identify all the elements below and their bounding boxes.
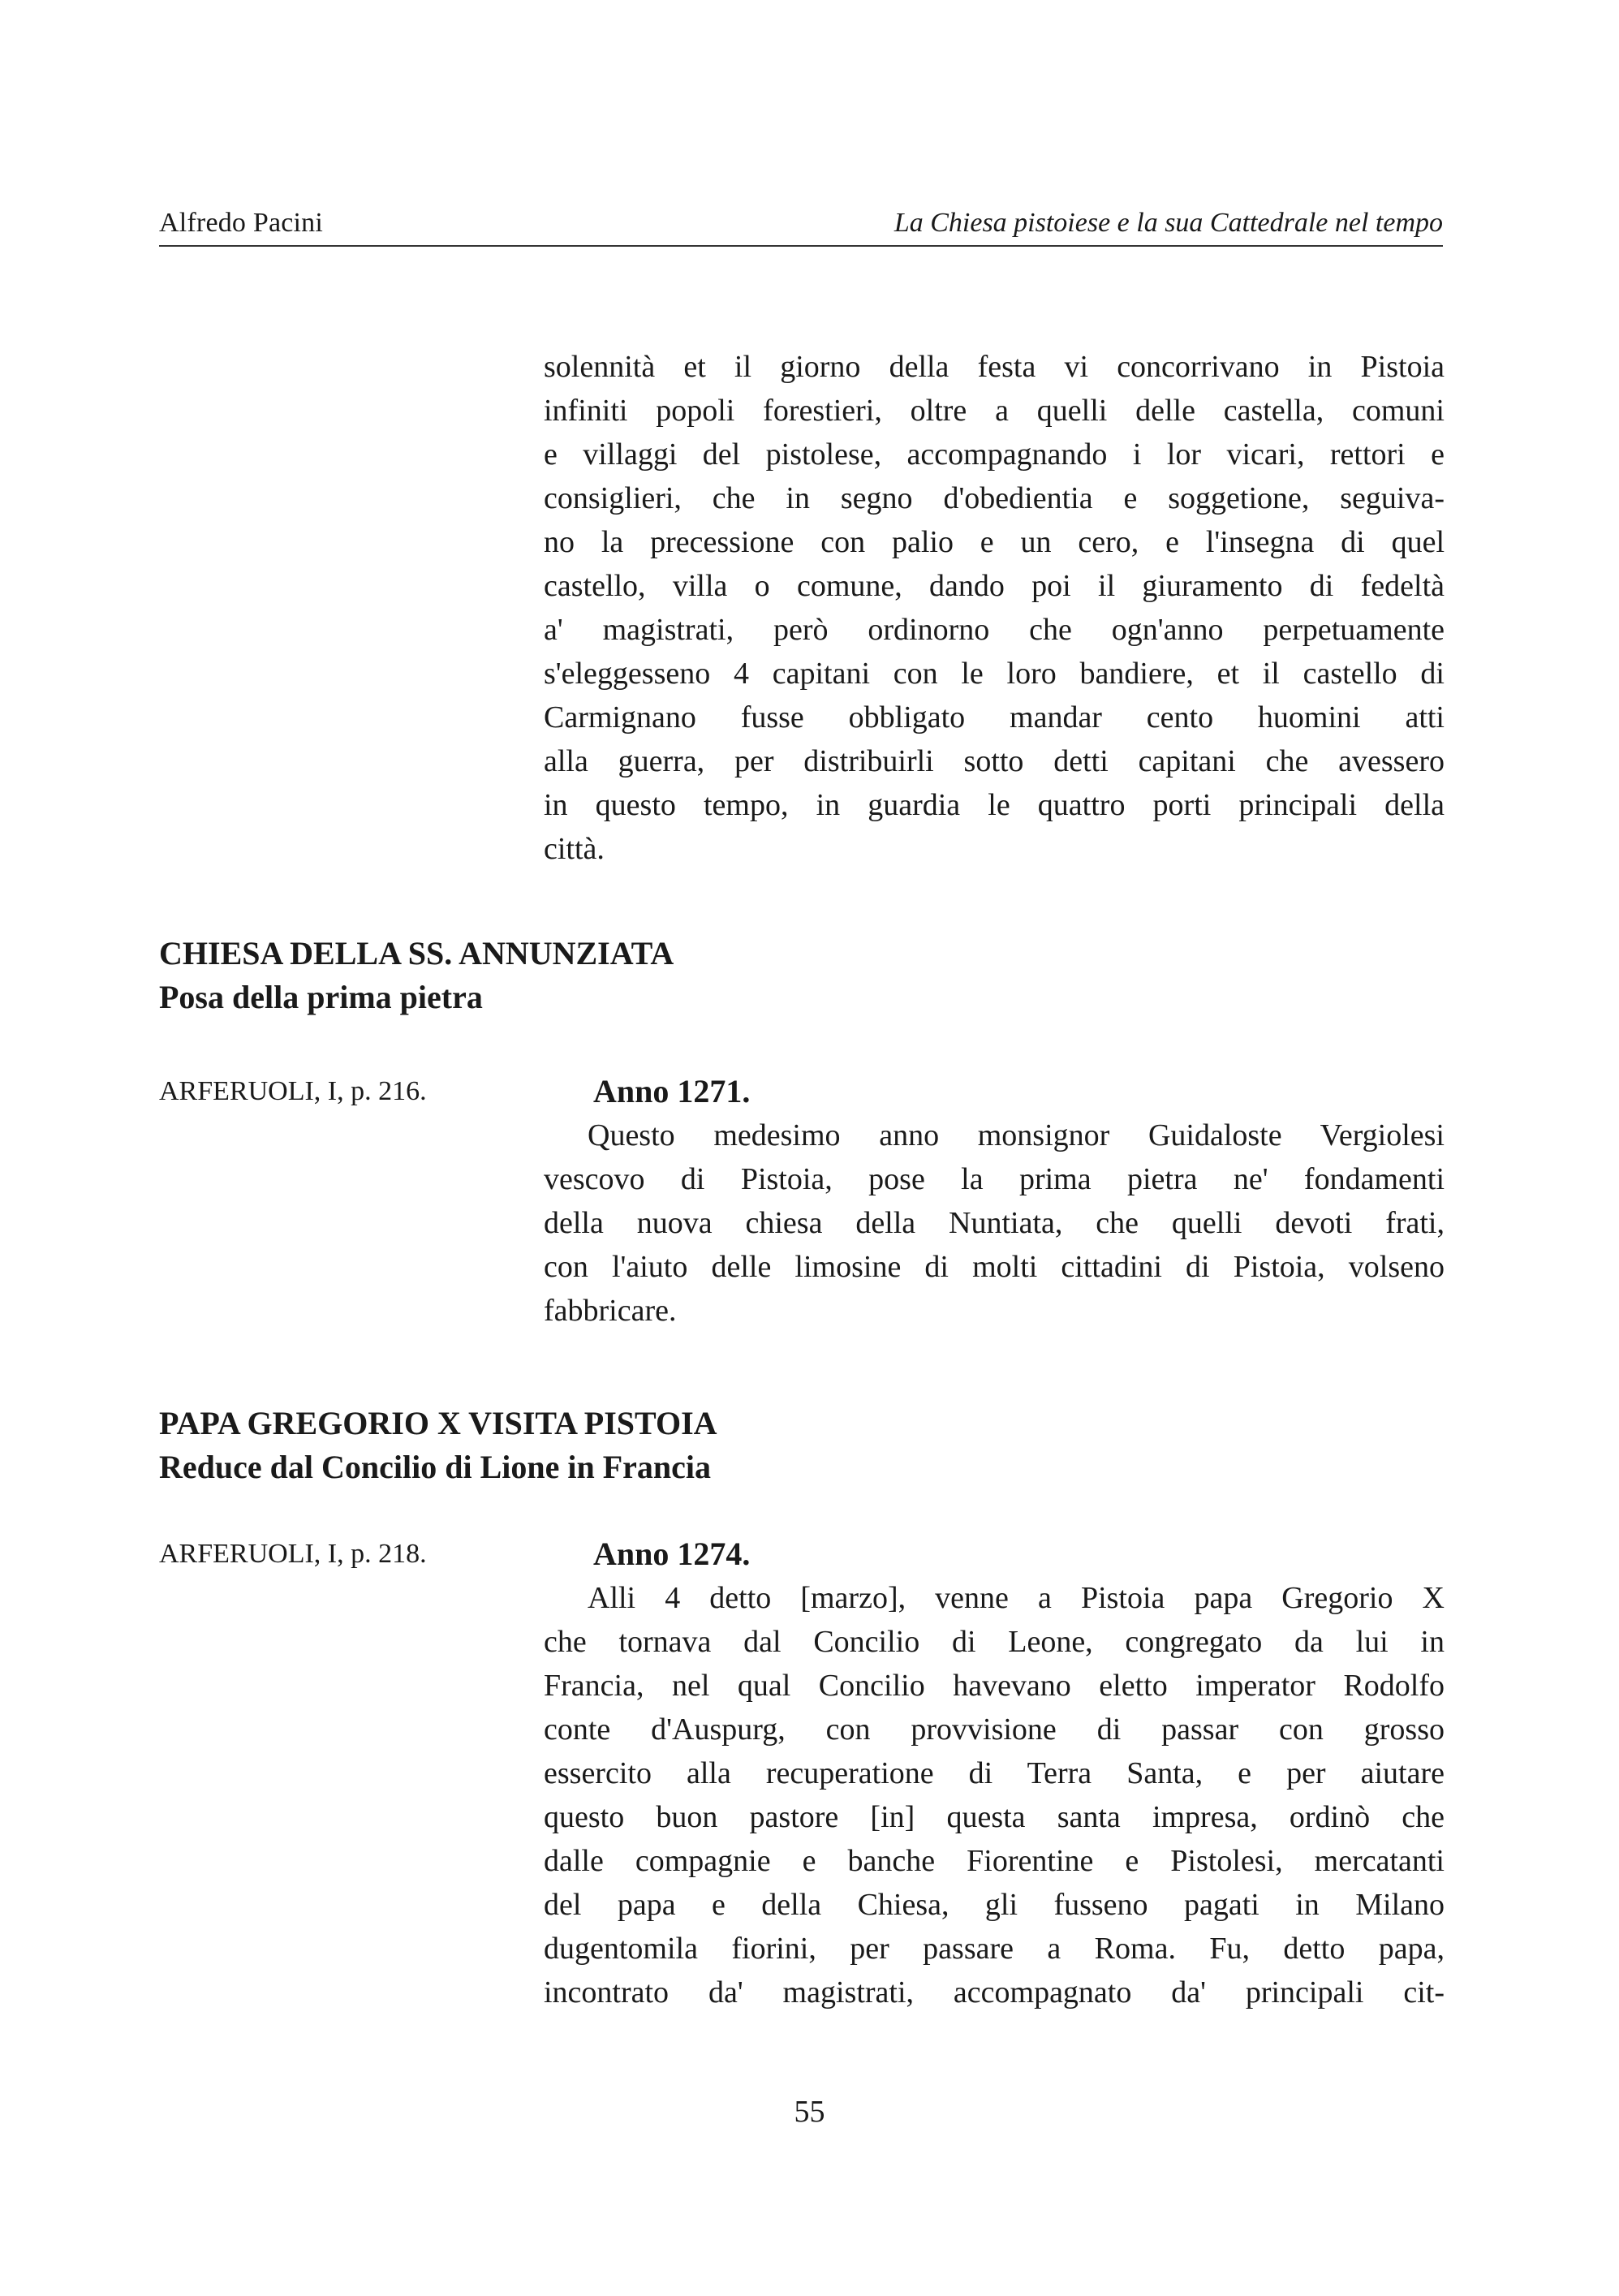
text-line: fabbricare. xyxy=(544,1294,677,1328)
text-line: a' magistrati, però ordinorno che ogn'anno perpetuamente xyxy=(544,613,1445,647)
text-line: Carmignano fusse obbligato mandar cento huomini atti xyxy=(544,700,1445,734)
header-author: Alfredo Pacini xyxy=(159,208,324,238)
text-line: alla guerra, per distribuirli sotto detti capitani che avessero xyxy=(544,744,1445,778)
text-line: conte d'Auspurg, con provvisione di passar con grosso xyxy=(544,1712,1445,1747)
text-line: città. xyxy=(544,832,605,866)
intro-paragraph xyxy=(544,345,1445,871)
text-line: che tornava dal Concilio di Leone, congregato da lui in xyxy=(544,1625,1445,1659)
section-paragraph xyxy=(544,1114,1445,1333)
text-line: Alli 4 detto [marzo], venne a Pistoia papa Gregorio X xyxy=(588,1581,1445,1615)
text-line: Questo medesimo anno monsignor Guidaloste Vergiolesi xyxy=(588,1118,1445,1152)
text-line: del papa e della Chiesa, gli fusseno pagati in Milano xyxy=(544,1888,1445,1922)
section-subtitle: Reduce dal Concilio di Lione in Francia xyxy=(159,1449,712,1485)
year-heading: Anno 1274. xyxy=(593,1536,751,1572)
source-reference: ARFERUOLI, I, p. 216. xyxy=(159,1076,427,1106)
header-rule xyxy=(159,245,1443,247)
text-line: dugentomila fiorini, per passare a Roma. Fu, detto papa, xyxy=(544,1932,1445,1966)
text-line: castello, villa o comune, dando poi il giuramento di fedeltà xyxy=(544,569,1445,603)
text-line: vescovo di Pistoia, pose la prima pietra ne' fondamenti xyxy=(544,1162,1445,1196)
text-line: no la precessione con palio e un cero, e l'insegna di quel xyxy=(544,525,1445,559)
text-line: e villaggi del pistolese, accompagnando i lor vicari, rettori e xyxy=(544,437,1445,472)
text-line: della nuova chiesa della Nuntiata, che quelli devoti frati, xyxy=(544,1206,1445,1240)
text-line: consiglieri, che in segno d'obedientia e soggetione, seguiva- xyxy=(544,481,1445,515)
text-line: incontrato da' magistrati, accompagnato da' principali cit- xyxy=(544,1975,1445,2010)
text-line: infiniti popoli forestieri, oltre a quelli delle castella, comuni xyxy=(544,394,1445,428)
text-line: Francia, nel qual Concilio havevano eletto imperator Rodolfo xyxy=(544,1669,1445,1703)
text-line: dalle compagnie e banche Fiorentine e Pistolesi, mercatanti xyxy=(544,1844,1445,1878)
text-line: questo buon pastore [in] questa santa impresa, ordinò che xyxy=(544,1800,1445,1834)
section-paragraph xyxy=(544,1576,1445,2014)
section-subtitle: Posa della prima pietra xyxy=(159,979,483,1015)
section-title: PAPA GREGORIO X VISITA PISTOIA xyxy=(159,1405,717,1441)
source-reference: ARFERUOLI, I, p. 218. xyxy=(159,1539,427,1569)
year-heading: Anno 1271. xyxy=(593,1073,751,1109)
section-title: CHIESA DELLA SS. ANNUNZIATA xyxy=(159,935,674,971)
text-line: s'eleggesseno 4 capitani con le loro bandiere, et il castello di xyxy=(544,657,1445,691)
text-line: con l'aiuto delle limosine di molti cittadini di Pistoia, volseno xyxy=(544,1250,1445,1284)
header-book-title: La Chiesa pistoiese e la sua Cattedrale nel tempo xyxy=(893,208,1443,238)
page-number: 55 xyxy=(794,2095,825,2129)
text-line: essercito alla recuperatione di Terra Santa, e per aiutare xyxy=(544,1756,1445,1790)
text-line: solennità et il giorno della festa vi concorrivano in Pistoia xyxy=(544,350,1445,384)
text-line: in questo tempo, in guardia le quattro porti principali della xyxy=(544,788,1445,822)
